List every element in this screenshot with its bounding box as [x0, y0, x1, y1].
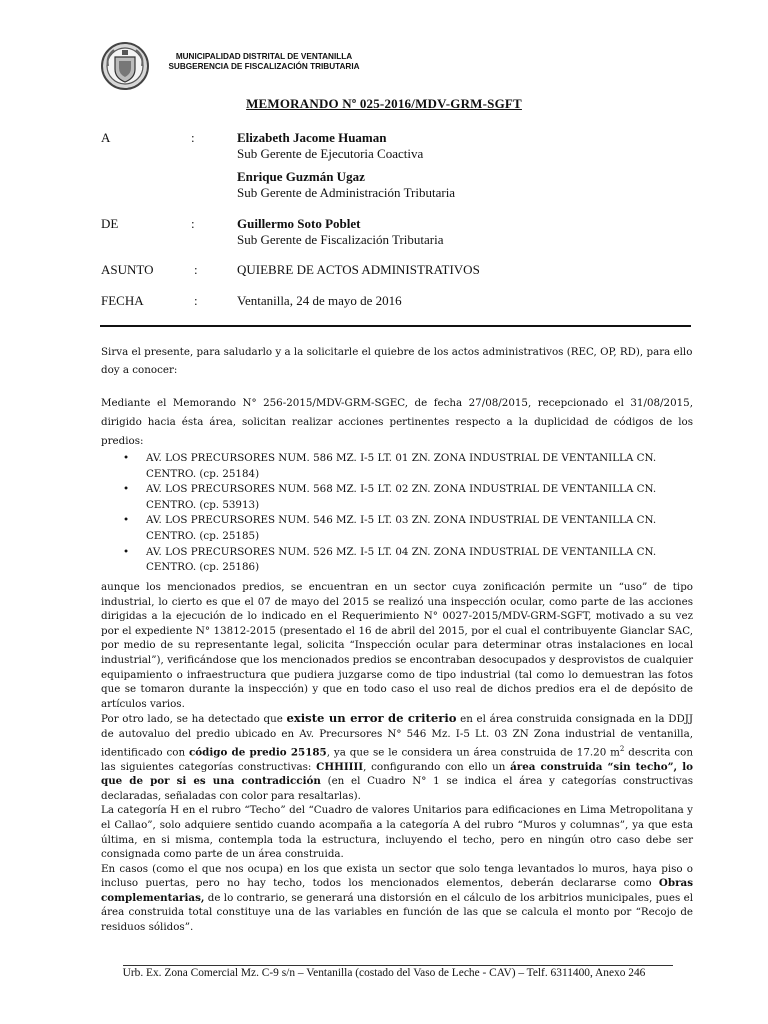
- bullet-icon: •: [123, 545, 130, 558]
- complementary-works-paragraph: [101, 862, 693, 935]
- text-run: , ya que se le considera un área construida de 17.20 m: [326, 745, 620, 758]
- date-colon: :: [194, 293, 198, 308]
- property-address: AV. LOS PRECURSORES NUM. 568 MZ. I-5 LT. 02 ZN. ZONA INDUSTRIAL DE VENTANILLA CN.: [146, 483, 657, 496]
- inspection-paragraph: aunque los mencionados predios, se encuentran en un sector cuya zonificación permite un “uso” de tipo industrial, lo cierto es que el 07 de mayo del 2015 se realizó una inspección ocular, como parte de las acciones dirigidas a la ejecución de lo indicado en el Requerimiento N° 0027-2015/MDV-GRM-SGFT, motivado a su vez por el expediente N° 13812-2015 (presentado el 16 de abril del 2015, por el cual el contribuyente Gianclar SAC, por medio de su representante legal, solicita “Inspección ocular para determinar otras instalaciones en local industrial”), verificándose que los mencionados predios se encontraban desocupados y desprovistos de cualquier equipamiento o infraestructura que pudiera juzgarse como de tipo industrial (tal como lo demuestran las fotos que se tomaron durante la inspección) y que en todo caso el uso real de dichos predios era el de depósito de artículos varios.: [101, 581, 693, 710]
- text-run: descrita con las siguientes categorías constructivas:: [101, 745, 693, 773]
- recipient-1-name: Elizabeth Jacome Huaman: [237, 130, 387, 145]
- subject-value: QUIEBRE DE ACTOS ADMINISTRATIVOS: [237, 262, 480, 277]
- recipient-2-name: Enrique Guzmán Ugaz: [237, 169, 365, 184]
- recipient-1-role: Sub Gerente de Ejecutoria Coactiva: [237, 146, 424, 161]
- footer-divider: [123, 965, 673, 966]
- memo-title: MEMORANDO Nº 025-2016/MDV-GRM-SGFT: [246, 96, 522, 111]
- footer-address: Urb. Ex. Zona Comercial Mz. C-9 s/n – Ventanilla (costado del Vaso de Leche - CAV) – Telf. 6311400, Anexo 246: [122, 967, 646, 979]
- area-error-paragraph: [101, 711, 693, 803]
- bullet-icon: •: [123, 514, 130, 527]
- property-address: AV. LOS PRECURSORES NUM. 586 MZ. I-5 LT. 01 ZN. ZONA INDUSTRIAL DE VENTANILLA CN.: [146, 452, 657, 464]
- municipal-seal-icon: [100, 41, 150, 91]
- sender-name: Guillermo Soto Poblet: [237, 216, 361, 231]
- property-list: [101, 451, 693, 576]
- recipient-2-role: Sub Gerente de Administración Tributaria: [237, 185, 456, 200]
- text-run: en el área construida consignada en la DDJJ de autovaluo del predio ubicado en Av. Precursores N° 546 Mz. I-5 Lt. 03 ZN Zona industrial de ventanilla, identificado con: [101, 713, 693, 758]
- property-code: CENTRO. (cp. 53913): [146, 498, 260, 511]
- from-colon: :: [191, 216, 195, 231]
- property-code: CENTRO. (cp. 25186): [146, 561, 260, 574]
- inspection-section: [101, 580, 693, 935]
- property-address: AV. LOS PRECURSORES NUM. 526 MZ. I-5 LT. 04 ZN. ZONA INDUSTRIAL DE VENTANILLA CN.: [146, 545, 657, 558]
- emphasis-text: área construida “sin techo”, lo que de por si es una contradicción: [101, 760, 693, 788]
- date-label: FECHA: [101, 293, 144, 308]
- text-run: Por otro lado, se ha detectado que: [101, 713, 287, 726]
- to-label: A: [101, 130, 111, 145]
- date-value: Ventanilla, 24 de mayo de 2016: [237, 293, 402, 308]
- emphasis-text: existe un error de criterio: [286, 711, 457, 726]
- organization-header: [150, 52, 378, 72]
- text-run: (en el Cuadro N° 1 se indica el área y categorías constructivas declaradas, señaladas con color para resaltarlas).: [101, 775, 693, 802]
- property-address: AV. LOS PRECURSORES NUM. 546 MZ. I-5 LT. 03 ZN. ZONA INDUSTRIAL DE VENTANILLA CN.: [146, 514, 657, 527]
- category-paragraph: La categoría H en el rubro “Techo” del “Cuadro de valores Unitarios para edificaciones en Lima Metropolitana y el Callao”, solo adquiere sentido cuando acompaña a la categoría A del rubro “Muros y columnas”, ya que esta última, en si misma, contempla toda la estructura, incluyendo el techo, pero en ningún otro caso debe ser consignada como parte de un área construida.: [101, 804, 693, 861]
- sender-role: Sub Gerente de Fiscalización Tributaria: [237, 232, 444, 247]
- bullet-icon: •: [123, 483, 130, 496]
- list-item: [101, 545, 693, 576]
- text-run: de lo contrario, se generará una distorsión en el cálculo de los arbitrios municipales, pues el área construida total constituye una de las variables en función de las que se calcula el monto por “Recojo de residuos sólidos”.: [101, 891, 693, 934]
- list-item: [101, 482, 693, 513]
- organization-subunit: SUBGERENCIA DE FISCALIZACIÓN TRIBUTARIA: [168, 62, 360, 71]
- subject-colon: :: [194, 262, 198, 277]
- superscript: 2: [619, 744, 625, 753]
- list-item: [101, 451, 693, 482]
- header-divider: [100, 325, 691, 327]
- emphasis-text: CHHIIII: [316, 760, 364, 773]
- from-label: DE: [101, 216, 119, 231]
- subject-label: ASUNTO: [101, 262, 154, 277]
- emphasis-text: Obras complementarias,: [101, 877, 693, 904]
- text-run: En casos (como el que nos ocupa) en los que exista un sector que solo tenga levantados lo muros, haya piso o incluso puertas, pero no hay techo, todos los mencionados elementos, deberán declararse como: [101, 862, 693, 890]
- text-run: , configurando con ello un: [363, 760, 511, 773]
- to-colon: :: [191, 130, 195, 145]
- emphasis-text: código de predio 25185: [189, 745, 327, 758]
- bullet-icon: •: [123, 452, 130, 464]
- property-code: CENTRO. (cp. 25185): [146, 529, 260, 542]
- reference-paragraph: Mediante el Memorando N° 256-2015/MDV-GRM-SGEC, de fecha 27/08/2015, recepcionado el 31/08/2015, dirigido hacia ésta área, solicitan realizar acciones pertinentes respecto a la duplicidad de códigos de los predios:: [101, 397, 693, 447]
- list-item: [101, 513, 693, 544]
- intro-paragraph: Sirva el presente, para saludarlo y a la solicitarle el quiebre de los actos administrativos (REC, OP, RD), para ello doy a conocer:: [101, 346, 693, 376]
- organization-name: MUNICIPALIDAD DISTRITAL DE VENTANILLA: [175, 52, 353, 61]
- property-code: CENTRO. (cp. 25184): [146, 467, 260, 480]
